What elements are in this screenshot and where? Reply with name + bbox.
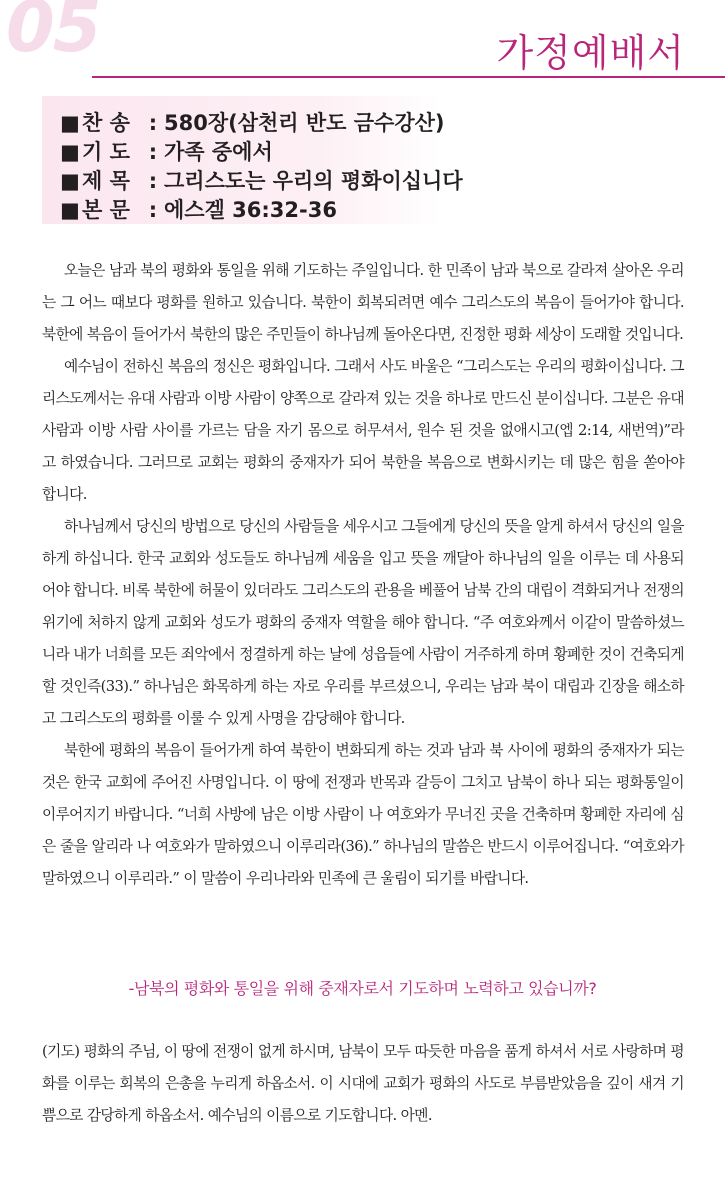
info-row-prayer	[60, 136, 273, 166]
info-row-scripture	[60, 194, 337, 224]
info-key: 제 목	[82, 169, 130, 193]
body-paragraph: 예수님이 전하신 복음의 정신은 평화입니다. 그래서 사도 바울은 “그리스도는 우리의 평화이십니다. 그리스도께서는 유대 사람과 이방 사람이 양쪽으로 갈라져 있는 것을 하나로 만드신 분이십니다. 그분은 유대 사람과 이방 사람 사이를 가르는 담을 자기 몸으로 허무셔서, 원수 된 것을 없애시고(엡 2:14, 새번역)”라고 하였습니다. 그러므로 교회는 평화의 중재자가 되어 북한을 복음으로 변화시키는 데 많은 힘을 쏟아야 합니다.	[42, 358, 684, 503]
bullet-square-icon: ■	[60, 169, 80, 193]
info-key: 기 도	[82, 140, 130, 164]
body-paragraph: 북한에 평화의 복음이 들어가게 하여 북한이 변화되게 하는 것과 남과 북 사이에 평화의 중재자가 되는 것은 한국 교회에 주어진 사명입니다. 이 땅에 전쟁과 반목과 갈등이 그치고 남북이 하나 되는 평화통일이 이루어지기 바랍니다. “너희 사방에 남은 이방 사람이 나 여호와가 무너진 곳을 건축하며 황폐한 자리에 심은 줄을 알리라 나 여호와가 말하였으니 이루리라(36).” 하나님의 말씀은 반드시 이루어집니다. “여호와가 말하였으니 이루리라.” 이 말씀이 우리나라와 민족에 큰 울림이 되기를 바랍니다.	[42, 742, 684, 887]
info-value: 가족 중에서	[164, 140, 273, 164]
closing-prayer	[42, 1036, 684, 1132]
body-paragraph: 하나님께서 당신의 방법으로 당신의 사람들을 세우시고 그들에게 당신의 뜻을 알게 하셔서 당신의 일을 하게 하십니다. 한국 교회와 성도들도 하나님께 세움을 입고 뜻을 깨달아 하나님의 일을 이루는 데 사용되어야 합니다. 비록 북한에 허물이 있더라도 그리스도의 관용을 베풀어 남북 간의 대립이 격화되거나 전쟁의 위기에 처하지 않게 교회와 성도가 평화의 중재자 역할을 해야 합니다. “주 여호와께서 이같이 말씀하셨느니라 내가 너희를 모든 죄악에서 정결하게 하는 날에 성읍들에 사람이 거주하게 하며 황폐한 것이 건축되게 할 것인즉(33).” 하나님은 화목하게 하는 자로 우리를 부르셨으니, 우리는 남과 북이 대립과 긴장을 해소하고 그리스도의 평화를 이룰 수 있게 사명을 감당해야 합니다.	[42, 518, 684, 727]
info-value: 580장(삼천리 반도 금수강산)	[164, 111, 445, 135]
info-colon: :	[148, 169, 158, 193]
info-row-hymn	[60, 107, 445, 137]
info-key: 찬 송	[82, 111, 130, 135]
info-colon: :	[148, 140, 158, 164]
info-value: 에스겔 36:32-36	[164, 198, 337, 222]
bullet-square-icon: ■	[60, 198, 80, 222]
bullet-square-icon: ■	[60, 111, 80, 135]
info-colon: :	[148, 111, 158, 135]
bullet-square-icon: ■	[60, 140, 80, 164]
info-row-title	[60, 165, 463, 195]
body-paragraph: 오늘은 남과 북의 평화와 통일을 위해 기도하는 주일입니다. 한 민족이 남과 북으로 갈라져 살아온 우리는 그 어느 때보다 평화를 원하고 있습니다. 북한이 회복되려면 예수 그리스도의 복음이 들어가야 합니다. 북한에 복음이 들어가서 북한의 많은 주민들이 하나님께 돌아온다면, 진정한 평화 세상이 도래할 것입니다.	[42, 262, 684, 343]
reflection-question: -남북의 평화와 통일을 위해 중재자로서 기도하며 노력하고 있습니까?	[128, 979, 597, 998]
section-title: 가정예배서	[496, 31, 685, 75]
prayer-paragraph: (기도) 평화의 주님, 이 땅에 전쟁이 없게 하시며, 남북이 모두 따듯한 마음을 품게 하셔서 서로 사랑하며 평화를 이루는 회복의 은총을 누리게 하옵소서. 이 시대에 교회가 평화의 사도로 부름받았음을 깊이 새겨 기쁨으로 감당하게 하옵소서. 예수님의 이름으로 기도합니다. 아멘.	[42, 1043, 684, 1124]
info-value: 그리스도는 우리의 평화이십니다	[164, 169, 463, 193]
page-number: 05	[6, 0, 100, 68]
sermon-body	[42, 255, 684, 895]
title-divider	[92, 76, 725, 78]
info-key: 본 문	[82, 198, 130, 222]
info-colon: :	[148, 198, 158, 222]
